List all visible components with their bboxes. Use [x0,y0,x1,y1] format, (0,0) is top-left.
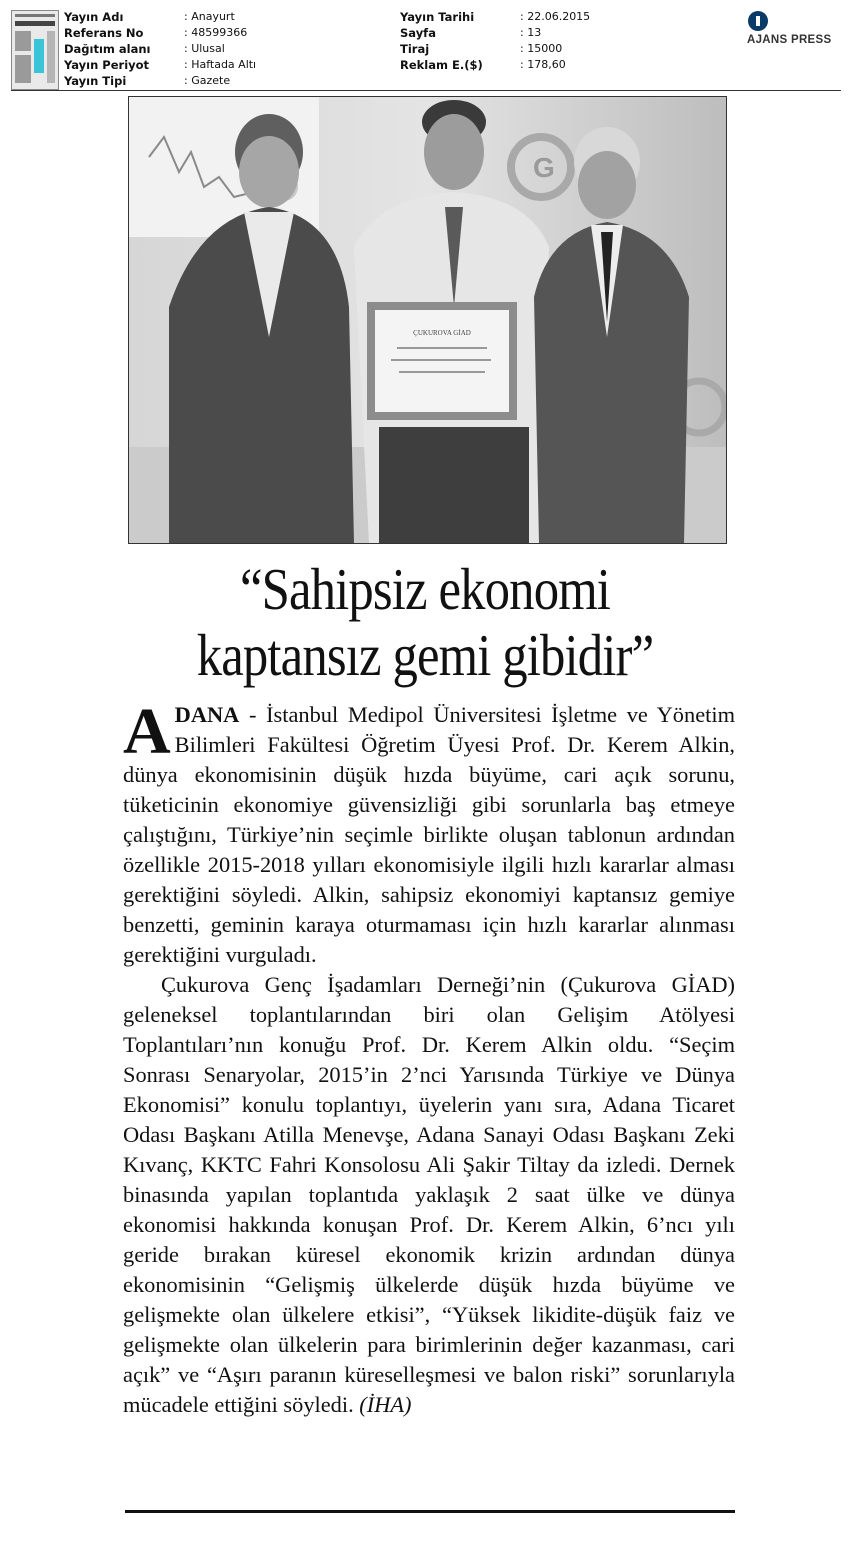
meta-labels-right [400,9,483,73]
article-body [123,695,735,1420]
source-credit: (İHA) [359,1392,412,1417]
meta-values-right [520,9,590,73]
newspaper-thumbnail [11,10,59,90]
meta-value: : 178,60 [520,58,566,71]
paragraph-2-text: Çukurova Genç İşadamları Derneği’nin (Çukurova GİAD) geleneksel toplantılarından biri olan Gelişim Atölyesi Toplantıları’nın konuğu Prof. Dr. Kerem Alkin oldu. “Seçim Sonrası Senaryolar, 2015’in 2’nci Yarısında Türkiye ve Dünya Ekonomisi” konulu toplantıyı, üyelerin yanı sıra, Adana Ticaret Odası Başkanı Atilla Menevşe, Adana Sanayi Odası Başkanı Zeki Kıvanç, KKTC Fahri Konsolosu Ali Şakir Tiltay da izledi. Dernek binasında yapılan toplantıda yaklaşık 2 saat ülke ve dünya ekonomisi hakkında konuşan Prof. Dr. Kerem Alkin, 6’ncı yılı geride bırakan küresel ekonomik krizin ardından dünya ekonomisinin “Gelişmiş ülkelerde düşük hızda büyüme ve gelişmekte olan ülkelere etkisi”, “Yüksek likidite-düşük faiz ve gelişmekte olan ülkelerin para birimlerinin değer kazanması, cari açık” ve “Aşırı paranın küreselleşmesi ve balon riski” sorunlarıyla mücadele ettiğini söyledi. [123,972,735,1417]
dateline: DANA [174,702,240,727]
meta-label: Yayın Tarihi [400,10,475,24]
logo-circle-icon [748,11,768,31]
svg-text:G: G [533,152,555,183]
article-end-rule [125,1510,735,1513]
meta-label: Referans No [64,26,144,40]
meta-label: Dağıtım alanı [64,42,151,56]
meta-value: : Gazete [184,74,231,87]
logo-text: AJANS PRESS [747,34,832,46]
photo-illustration [129,97,726,543]
paragraph-1-text: - İstanbul Medipol Üniversitesi İşletme ve Yönetim Bilimleri Fakültesi Öğretim Üyesi Prof. Dr. Kerem Alkin, dünya ekonomisinin düşük hızda büyüme, cari açık sorunu, tüketicinin ekonomiye güvensizliği gibi sorunlarla baş etmeye çalıştığını, Türkiye’nin seçimle birlikte oluşan tablonun ardından özellikle 2015-2018 yılları ekonomisiyle ilgili hızlı kararlar alması gerektiğini söyledi. Alkin, sahipsiz ekonomiyi kaptansız gemiye benzetti, geminin karaya oturmaması için hızlı kararlar alınması gerektiğini vurguladı. [123,702,735,967]
meta-labels-left [64,9,151,89]
article-paragraph-2 [123,970,735,1420]
meta-value: : 22.06.2015 [520,10,591,23]
headline-line-2: kaptansız gemi gibidir” [196,622,654,688]
meta-value: : Haftada Altı [184,58,257,71]
ajans-press-logo [747,11,842,51]
article-headline [154,556,696,688]
meta-label: Yayın Periyot [64,58,150,72]
meta-value: : 48599366 [184,26,248,39]
meta-label: Reklam E.($) [400,58,483,72]
meta-label: Sayfa [400,26,436,40]
meta-value: : 15000 [520,42,563,55]
certificate-heading: ÇUKUROVA GİAD [413,329,471,337]
drop-cap: A [123,695,171,768]
meta-values-left [184,9,256,89]
headline-line-1: “Sahipsiz ekonomi [239,556,611,622]
meta-value: : Ulusal [184,42,225,55]
meta-label: Tiraj [400,42,430,56]
meta-label: Yayın Adı [64,10,124,24]
header-divider [11,90,841,91]
article-paragraph-1 [123,695,735,970]
meta-value: : Anayurt [184,10,235,23]
meta-value: : 13 [520,26,542,39]
article-photo [128,96,727,544]
meta-label: Yayın Tipi [64,74,127,88]
